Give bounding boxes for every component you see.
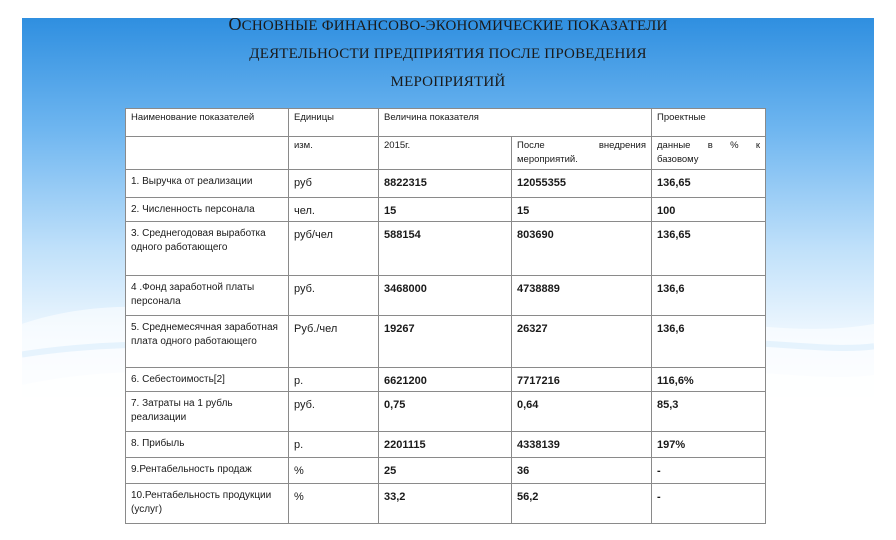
header-year-2015: 2015г. [379,137,512,170]
table-row [126,222,766,276]
row-value-2015: 33,2 [379,484,512,524]
row-value-2015: 588154 [379,222,512,276]
row-unit: руб. [289,276,379,316]
row-value-2015: 19267 [379,316,512,368]
title-line-2: ДЕЯТЕЛЬНОСТИ ПРЕДПРИЯТИЯ ПОСЛЕ ПРОВЕДЕНИЯ [249,46,647,62]
row-unit: р. [289,368,379,392]
row-value-percent: - [652,484,766,524]
row-value-percent: 136,6 [652,276,766,316]
row-value-2015: 3468000 [379,276,512,316]
slide-title [0,10,896,96]
table-row [126,458,766,484]
row-value-after: 7717216 [512,368,652,392]
indicators-table [125,108,766,524]
row-value-percent: 136,6 [652,316,766,368]
row-value-percent: 136,65 [652,170,766,198]
header-empty-cell [126,137,289,170]
row-name: 6. Себестоимость[2] [126,368,289,392]
row-name: 3. Среднегодовая выработка одного работающего [126,222,289,276]
row-value-2015: 6621200 [379,368,512,392]
table-row [126,368,766,392]
row-value-percent: 85,3 [652,392,766,432]
row-unit: р. [289,432,379,458]
table-row [126,484,766,524]
row-value-after: 26327 [512,316,652,368]
row-name: 8. Прибыль [126,432,289,458]
row-unit: руб/чел [289,222,379,276]
title-first-letter: О [228,14,242,34]
row-value-2015: 0,75 [379,392,512,432]
row-name: 5. Среднемесячная заработная плата одного работающего [126,316,289,368]
table-row [126,276,766,316]
row-value-2015: 8822315 [379,170,512,198]
table-row [126,170,766,198]
row-name: 4 .Фонд заработной платы персонала [126,276,289,316]
row-name: 1. Выручка от реализации [126,170,289,198]
row-name: 10.Рентабельность продукции (услуг) [126,484,289,524]
row-unit: руб. [289,392,379,432]
title-line-3: МЕРОПРИЯТИЙ [390,74,506,90]
row-name: 2. Численность персонала [126,198,289,222]
table-row [126,316,766,368]
table-row [126,392,766,432]
table-row [126,198,766,222]
row-value-percent: 197% [652,432,766,458]
row-value-after: 4738889 [512,276,652,316]
row-value-percent: 100 [652,198,766,222]
table-row [126,432,766,458]
header-projected: Проектные [652,109,766,137]
row-value-percent: - [652,458,766,484]
header-unit-sub: изм. [289,137,379,170]
row-name: 7. Затраты на 1 рубль реализации [126,392,289,432]
header-indicator-value: Величина показателя [379,109,652,137]
row-value-2015: 15 [379,198,512,222]
row-value-percent: 136,65 [652,222,766,276]
row-value-after: 12055355 [512,170,652,198]
row-value-percent: 116,6% [652,368,766,392]
header-projected-percent: данные в % к базовому [652,137,766,170]
row-value-2015: 25 [379,458,512,484]
row-value-2015: 2201115 [379,432,512,458]
row-value-after: 36 [512,458,652,484]
header-after-implementation: После внедрения мероприятий. [512,137,652,170]
row-unit: % [289,484,379,524]
row-unit: % [289,458,379,484]
header-indicator-name: Наименование показателей [126,109,289,137]
title-line-1: СНОВНЫЕ ФИНАНСОВО-ЭКОНОМИЧЕСКИЕ ПОКАЗАТЕЛИ [241,18,668,34]
row-value-after: 4338139 [512,432,652,458]
row-value-after: 0,64 [512,392,652,432]
row-unit: чел. [289,198,379,222]
row-value-after: 15 [512,198,652,222]
row-value-after: 803690 [512,222,652,276]
row-unit: руб [289,170,379,198]
header-unit: Единицы [289,109,379,137]
row-name: 9.Рентабельность продаж [126,458,289,484]
row-unit: Руб./чел [289,316,379,368]
row-value-after: 56,2 [512,484,652,524]
